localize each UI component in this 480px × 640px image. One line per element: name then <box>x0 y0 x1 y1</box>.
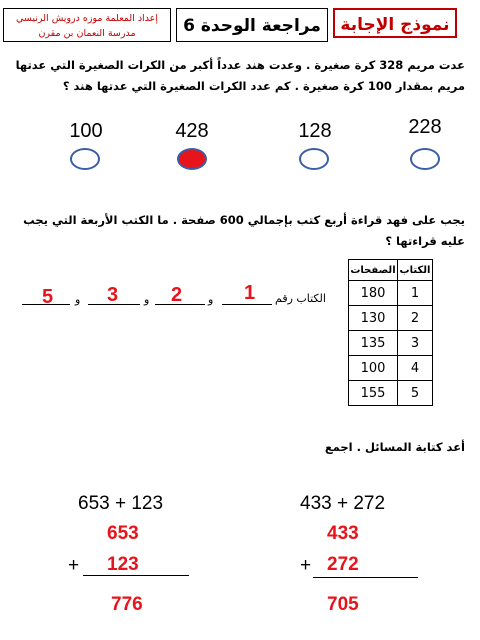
answer-blank-3[interactable] <box>88 304 140 305</box>
answer-book-4: 5 <box>42 286 54 308</box>
cell-pages: 180 <box>349 281 398 306</box>
q2-line-2: عليه قراءتها ؟ <box>385 234 465 248</box>
cell-pages: 135 <box>349 331 398 356</box>
answer-blank-1[interactable] <box>222 304 272 305</box>
left-problem-expression: 653 + 123 <box>78 493 164 514</box>
table-row <box>349 381 433 406</box>
cell-book: 1 <box>398 281 433 306</box>
right-problem-bottom: 272 <box>327 554 359 575</box>
left-problem-result: 776 <box>111 594 143 615</box>
option-label-2: 128 <box>298 120 332 142</box>
left-problem-line <box>83 575 189 576</box>
answer-book-1: 1 <box>244 282 256 304</box>
q1-line-2: مريم بمقدار 100 كرة صغيرة . كم عدد الكرات الصغيرة التي عدتها هند ؟ <box>62 79 465 93</box>
book-number-label: الكتاب رقم <box>275 292 326 305</box>
table-header-row <box>349 260 433 281</box>
teacher-credit-box <box>3 8 171 42</box>
right-problem-top: 433 <box>327 523 359 544</box>
cell-book: 5 <box>398 381 433 406</box>
answer-model-title: نموذج الإجابة <box>333 8 457 38</box>
cell-book: 2 <box>398 306 433 331</box>
q2-line-1: يجب على فهد قراءة أربع كتب بإجمالي 600 صفحة . ما الكتب الأربعة التي يجب <box>23 213 465 227</box>
and-word-3: و <box>75 293 81 306</box>
cell-pages: 155 <box>349 381 398 406</box>
option-radio-4[interactable] <box>70 148 100 170</box>
answer-blank-4[interactable] <box>22 304 70 305</box>
cell-book: 4 <box>398 356 433 381</box>
cell-book: 3 <box>398 331 433 356</box>
answer-blank-2[interactable] <box>155 304 205 305</box>
q1-line-1: عدت مريم 328 كرة صغيرة . وعدت هند عدداً أكبر من الكرات الصغيرة التي عدتها <box>15 58 465 72</box>
header-pages: الصفحات <box>349 260 398 281</box>
option-radio-3-selected[interactable] <box>177 148 207 170</box>
table-row <box>349 356 433 381</box>
right-problem-plus: + <box>300 555 312 576</box>
credit-line-1: إعداد المعلمة موزه درويش الرنيسي <box>16 13 158 24</box>
left-problem-top: 653 <box>107 523 139 544</box>
left-problem-bottom: 123 <box>107 554 139 575</box>
right-problem-result: 705 <box>327 594 359 615</box>
cell-pages: 100 <box>349 356 398 381</box>
right-problem-expression: 433 + 272 <box>300 493 386 514</box>
option-label-4: 100 <box>69 120 103 142</box>
left-problem-plus: + <box>68 555 80 576</box>
cell-pages: 130 <box>349 306 398 331</box>
unit-review-title: مراجعة الوحدة 6 <box>176 8 328 42</box>
answer-book-2: 2 <box>171 284 183 306</box>
header-book: الكتاب <box>398 260 433 281</box>
right-problem-line <box>313 577 418 578</box>
and-word-1: و <box>208 293 214 306</box>
option-label-3: 428 <box>175 120 209 142</box>
table-row <box>349 331 433 356</box>
q3-instruction: أعد كتابة المسائل . اجمع <box>324 440 465 454</box>
credit-line-2: مدرسة النعمان بن مقرن <box>38 28 136 39</box>
table-row <box>349 281 433 306</box>
books-table <box>348 259 433 406</box>
table-row <box>349 306 433 331</box>
option-radio-1[interactable] <box>410 148 440 170</box>
answer-book-3: 3 <box>107 284 119 306</box>
option-label-1: 228 <box>408 116 442 138</box>
option-radio-2[interactable] <box>299 148 329 170</box>
and-word-2: و <box>144 293 150 306</box>
